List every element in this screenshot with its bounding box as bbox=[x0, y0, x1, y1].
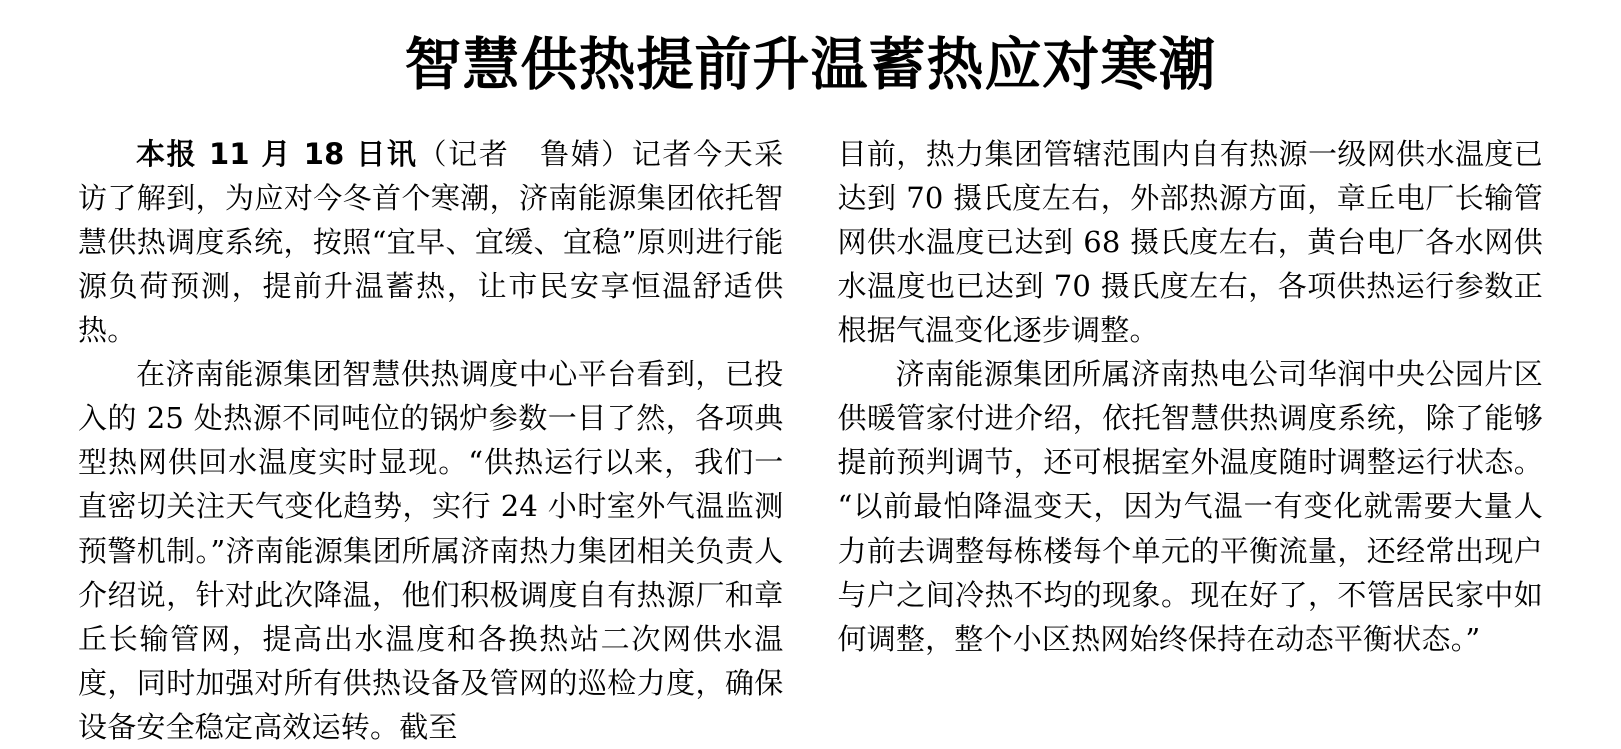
article-headline: 智慧供热提前升温蓄热应对寒潮 bbox=[404, 32, 1217, 98]
dateline-byline: （记者 鲁婧） bbox=[417, 136, 632, 171]
article-column-right bbox=[838, 132, 1544, 661]
article-paragraph-lead bbox=[78, 132, 784, 352]
dateline-source: 本报 11 月 18 日讯 bbox=[136, 136, 418, 171]
article-columns bbox=[78, 132, 1543, 749]
article-paragraph: 济南能源集团所属济南热电公司华润中央公园片区供暖管家付进介绍，依托智慧供热调度系统，除了能够提前预判调节，还可根据室外温度随时调整运行状态。“以前最怕降温变天，因为气温一有变化就需要大量人力前去调整每栋楼每个单元的平衡流量，还经常出现户与户之间冷热不均的现象。现在好了，不管居民家中如何调整，整个小区热网始终保持在动态平衡状态。” bbox=[837, 357, 1543, 656]
article-paragraph: 在济南能源集团智慧供热调度中心平台看到，已投入的 25 处热源不同吨位的锅炉参数一目了然，各项典型热网供回水温度实时显现。“供热运行以来，我们一直密切关注天气变化趋势，实行 24 小时室外气温监测预警机制。”济南能源集团所属济南热力集团相关负责人介绍说，针对此次降温，他们积极调度自有热源厂和章丘长输管网，提高出水温度和各换热站二次网供水温度，同时加强对所有供热设备及管网的巡检力度，确保设备安全稳定高效运转。截至 bbox=[78, 357, 784, 744]
article-column-left bbox=[78, 132, 784, 749]
article-paragraph-text: 记者今天采访了解到，为应对今冬首个寒潮，济南能源集团依托智慧供热调度系统，按照“宜早、宜缓、宜稳”原则进行能源负荷预测，提前升温蓄热，让市民安享恒温舒适供热。 bbox=[78, 136, 784, 348]
article-paragraph: 目前，热力集团管辖范围内自有热源一级网供水温度已达到 70 摄氏度左右，外部热源方面，章丘电厂长输管网供水温度已达到 68 摄氏度左右，黄台电厂各水网供水温度也已达到 70 摄氏度左右，各项供热运行参数正根据气温变化逐步调整。 bbox=[837, 136, 1543, 348]
